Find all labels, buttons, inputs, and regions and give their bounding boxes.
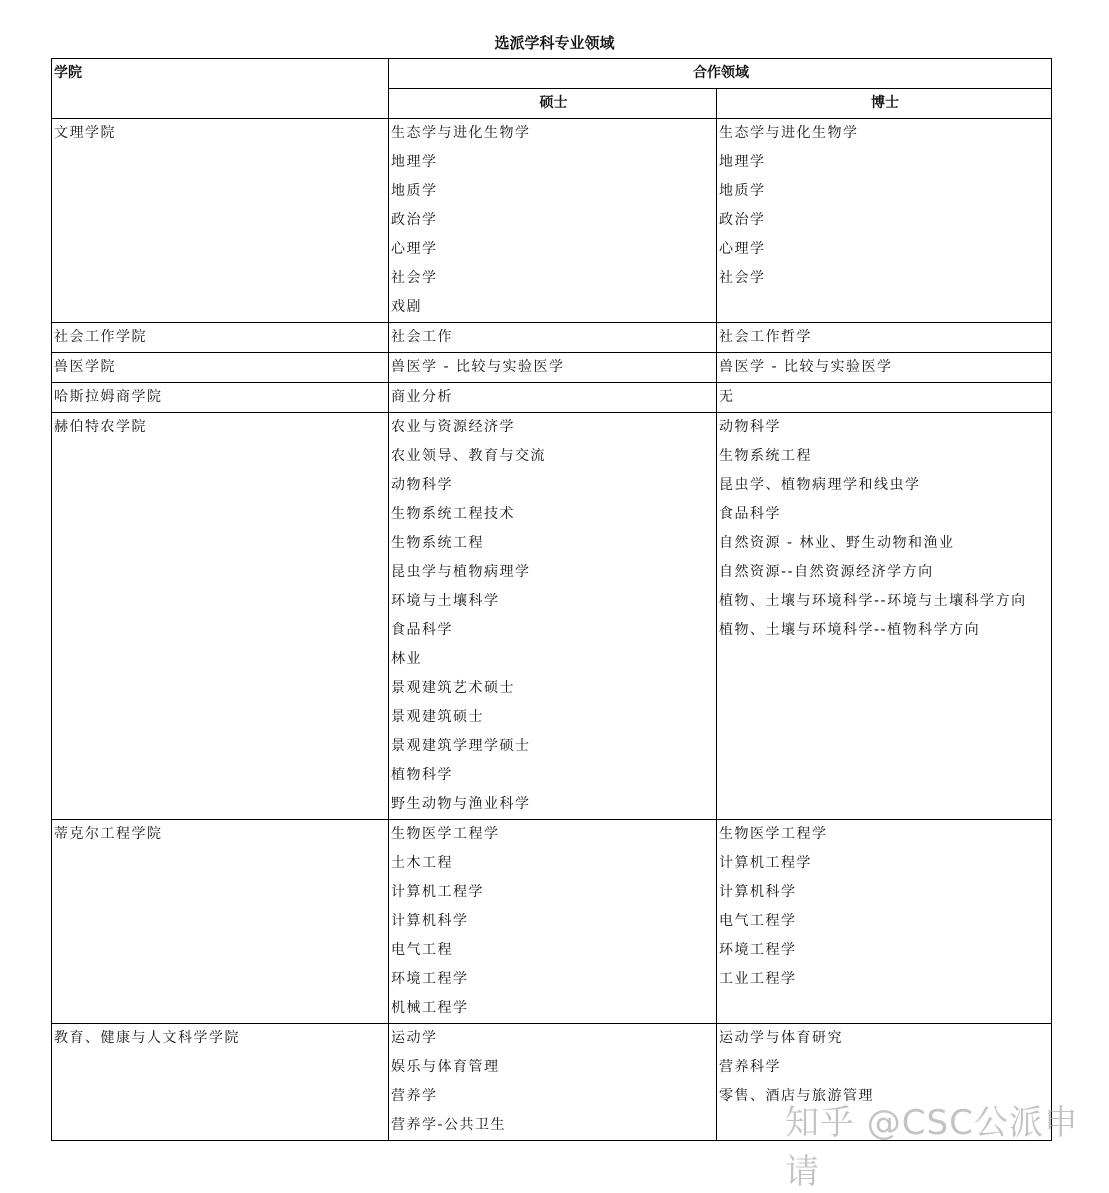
master-field-item: 动物科学: [391, 477, 453, 493]
master-cell: [389, 820, 717, 1024]
master-field-item: 电气工程: [391, 942, 453, 958]
master-field-item: 心理学: [391, 241, 438, 257]
master-field-item: 政治学: [391, 212, 438, 228]
phd-field-item: 环境工程学: [719, 942, 797, 958]
phd-field-item: 政治学: [719, 212, 766, 228]
master-field-item: 计算机科学: [391, 913, 469, 929]
college-cell: [52, 119, 389, 323]
college-cell: [52, 413, 389, 820]
master-field-item: 地质学: [391, 183, 438, 199]
college-name: 文理学院: [54, 125, 116, 141]
phd-field-item: 植物、土壤与环境科学--植物科学方向: [719, 622, 981, 638]
phd-field-item: 生物系统工程: [719, 448, 812, 464]
college-name: 教育、健康与人文科学学院: [54, 1030, 240, 1046]
master-field-item: 生物系统工程技术: [391, 506, 515, 522]
phd-cell: [717, 383, 1052, 413]
phd-field-item: 生物医学工程学: [719, 826, 828, 842]
master-cell: [389, 413, 717, 820]
phd-field-item: 无: [719, 389, 735, 405]
phd-field-item: 地质学: [719, 183, 766, 199]
college-cell: [52, 353, 389, 383]
phd-field-item: 社会工作哲学: [719, 329, 812, 345]
master-field-item: 兽医学 - 比较与实验医学: [391, 359, 565, 375]
master-field-item: 林业: [391, 651, 422, 667]
master-field-item: 农业与资源经济学: [391, 419, 515, 435]
master-field-item: 机械工程学: [391, 1000, 469, 1016]
master-field-item: 商业分析: [391, 389, 453, 405]
master-field-item: 娱乐与体育管理: [391, 1059, 500, 1075]
phd-field-item: 计算机科学: [719, 884, 797, 900]
phd-field-item: 动物科学: [719, 419, 781, 435]
master-cell: [389, 383, 717, 413]
table-row: [52, 820, 1052, 1024]
master-field-item: 野生动物与渔业科学: [391, 796, 531, 812]
phd-field-item: 计算机工程学: [719, 855, 812, 871]
page-title: 选派学科专业领域: [494, 34, 615, 52]
master-field-item: 戏剧: [391, 299, 422, 315]
master-cell: [389, 353, 717, 383]
phd-field-item: 工业工程学: [719, 971, 797, 987]
phd-field-item: 电气工程学: [719, 913, 797, 929]
phd-cell: [717, 353, 1052, 383]
phd-field-item: 地理学: [719, 154, 766, 170]
phd-field-item: 运动学与体育研究: [719, 1030, 843, 1046]
phd-field-item: 自然资源 - 林业、野生动物和渔业: [719, 535, 955, 551]
college-name: 兽医学院: [54, 359, 116, 375]
phd-cell: [717, 820, 1052, 1024]
phd-cell: [717, 323, 1052, 353]
master-field-item: 食品科学: [391, 622, 453, 638]
college-cell: [52, 323, 389, 353]
header-field: 合作领域: [389, 59, 1052, 89]
phd-field-item: 心理学: [719, 241, 766, 257]
master-field-item: 环境与土壤科学: [391, 593, 500, 609]
master-cell: [389, 1024, 717, 1141]
phd-field-item: 植物、土壤与环境科学--环境与土壤科学方向: [719, 593, 1027, 609]
college-cell: [52, 1024, 389, 1141]
table-row: [52, 323, 1052, 353]
phd-cell: [717, 413, 1052, 820]
table-row: [52, 119, 1052, 323]
college-cell: [52, 820, 389, 1024]
master-field-item: 农业领导、教育与交流: [391, 448, 546, 464]
header-college: 学院: [52, 59, 389, 119]
phd-field-item: 自然资源--自然资源经济学方向: [719, 564, 934, 580]
phd-field-item: 零售、酒店与旅游管理: [719, 1088, 874, 1104]
header-master: 硕士: [389, 89, 717, 119]
phd-field-item: 营养科学: [719, 1059, 781, 1075]
college-name: 蒂克尔工程学院: [54, 826, 163, 842]
phd-field-item: 兽医学 - 比较与实验医学: [719, 359, 893, 375]
master-field-item: 景观建筑学理学硕士: [391, 738, 531, 754]
master-cell: [389, 119, 717, 323]
phd-cell: [717, 119, 1052, 323]
college-name: 赫伯特农学院: [54, 419, 147, 435]
master-field-item: 生物系统工程: [391, 535, 484, 551]
master-field-item: 运动学: [391, 1030, 438, 1046]
college-name: 哈斯拉姆商学院: [54, 389, 163, 405]
college-cell: [52, 383, 389, 413]
master-field-item: 环境工程学: [391, 971, 469, 987]
table-row: [52, 383, 1052, 413]
header-phd: 博士: [717, 89, 1052, 119]
master-field-item: 地理学: [391, 154, 438, 170]
master-field-item: 社会工作: [391, 329, 453, 345]
master-field-item: 昆虫学与植物病理学: [391, 564, 531, 580]
master-cell: [389, 323, 717, 353]
master-field-item: 计算机工程学: [391, 884, 484, 900]
table-row: [52, 413, 1052, 820]
master-field-item: 景观建筑硕士: [391, 709, 484, 725]
phd-field-item: 生态学与进化生物学: [719, 125, 859, 141]
master-field-item: 土木工程: [391, 855, 453, 871]
master-field-item: 景观建筑艺术硕士: [391, 680, 515, 696]
master-field-item: 生态学与进化生物学: [391, 125, 531, 141]
master-field-item: 营养学: [391, 1088, 438, 1104]
master-field-item: 植物科学: [391, 767, 453, 783]
phd-field-item: 社会学: [719, 270, 766, 286]
phd-field-item: 昆虫学、植物病理学和线虫学: [719, 477, 921, 493]
fields-table: [51, 58, 1052, 1141]
master-field-item: 社会学: [391, 270, 438, 286]
watermark: 知乎 @CSC公派申请: [785, 1103, 1079, 1192]
table-row: [52, 353, 1052, 383]
master-field-item: 生物医学工程学: [391, 826, 500, 842]
college-name: 社会工作学院: [54, 329, 147, 345]
phd-field-item: 食品科学: [719, 506, 781, 522]
master-field-item: 营养学-公共卫生: [391, 1117, 507, 1133]
